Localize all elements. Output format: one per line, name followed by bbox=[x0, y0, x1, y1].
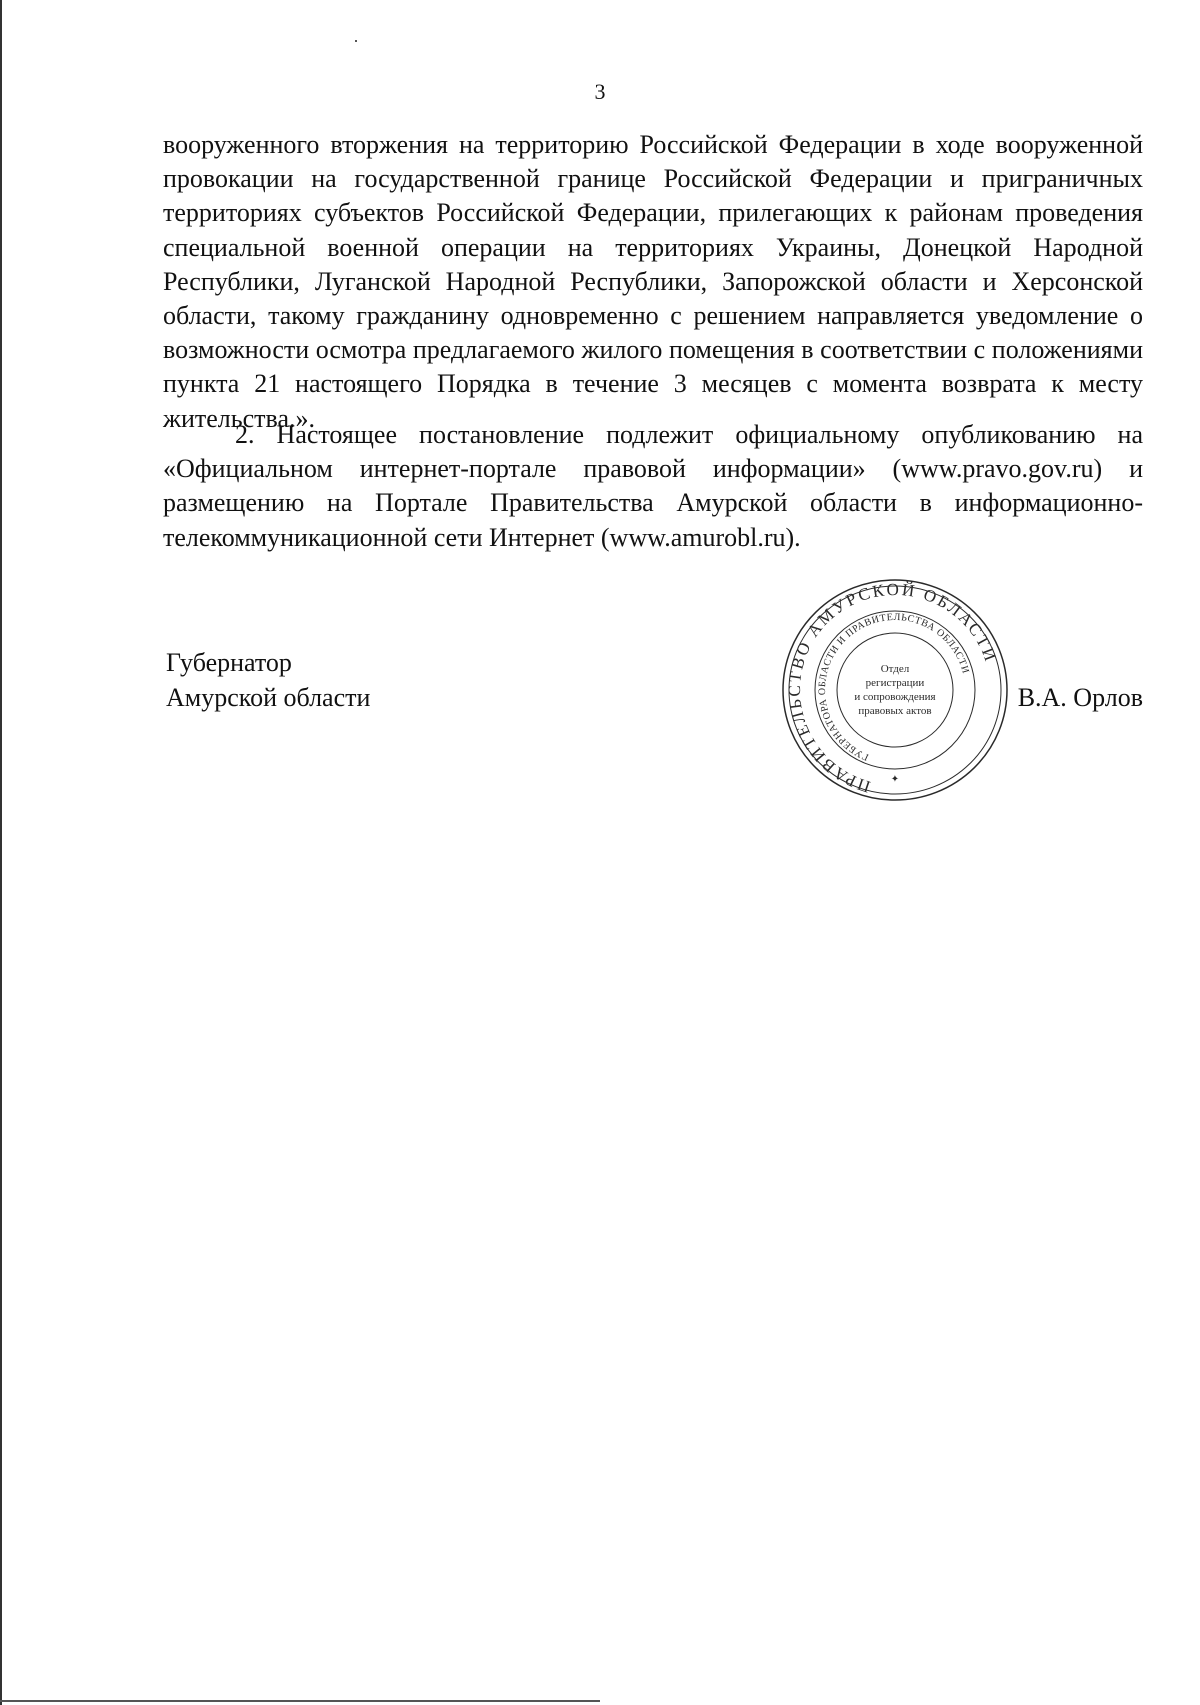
seal-inner-ring-text: ГУБЕРНАТОРА ОБЛАСТИ И ПРАВИТЕЛЬСТВА ОБЛАСТИ bbox=[816, 611, 971, 763]
seal-ring-3 bbox=[815, 611, 975, 769]
page-number: 3 bbox=[594, 79, 606, 104]
seal-center-line-2: регистрации bbox=[865, 677, 925, 689]
seal-inner-ring bbox=[837, 633, 953, 747]
scan-bottom-edge bbox=[0, 1700, 600, 1702]
seal-star-icon: ✦ bbox=[890, 774, 900, 785]
seal-center-line-4: правовых актов bbox=[858, 705, 932, 717]
paragraph-2-publication: 2. Настоящее постановление подлежит официальному опубликованию на «Официальном интернет-портале правовой информации» (www.pravo.gov.ru) и размещению на Портале Правительства Амурской области в информационно-телекоммуникационной сети Интернет (www.amurobl.ru). bbox=[163, 420, 1143, 552]
signatory-position-line1: Губернатор bbox=[166, 648, 292, 677]
official-seal bbox=[770, 570, 1020, 810]
scan-left-edge bbox=[0, 0, 2, 1705]
signatory-position bbox=[166, 645, 370, 715]
seal-center-line-3: и сопровождения bbox=[854, 691, 936, 703]
signatory-name: В.А. Орлов bbox=[1017, 683, 1143, 712]
signatory-position-line2: Амурской области bbox=[166, 683, 371, 712]
seal-center-line-1: Отдел bbox=[880, 663, 910, 675]
seal-outer-text: ПРАВИТЕЛЬСТВО АМУРСКОЙ ОБЛАСТИ bbox=[784, 579, 1001, 797]
scan-speck bbox=[355, 40, 357, 42]
paragraph-continuation: вооруженного вторжения на территорию Российской Федерации в ходе вооруженной провокации на государственной границе Российской Федерации и приграничных территориях субъектов Российской Федерации, прилегающих к районам проведения специальной военной операции на территориях Украины, Донецкой Народной Республики, Луганской Народной Республики, Запорожской области и Херсонской области, такому гражданину одновременно с решением направляется уведомление о возможности осмотра предлагаемого жилого помещения в соответствии с положениями пункта 21 настоящего Порядка в течение 3 месяцев с момента возврата к месту жительства.». bbox=[163, 130, 1143, 433]
